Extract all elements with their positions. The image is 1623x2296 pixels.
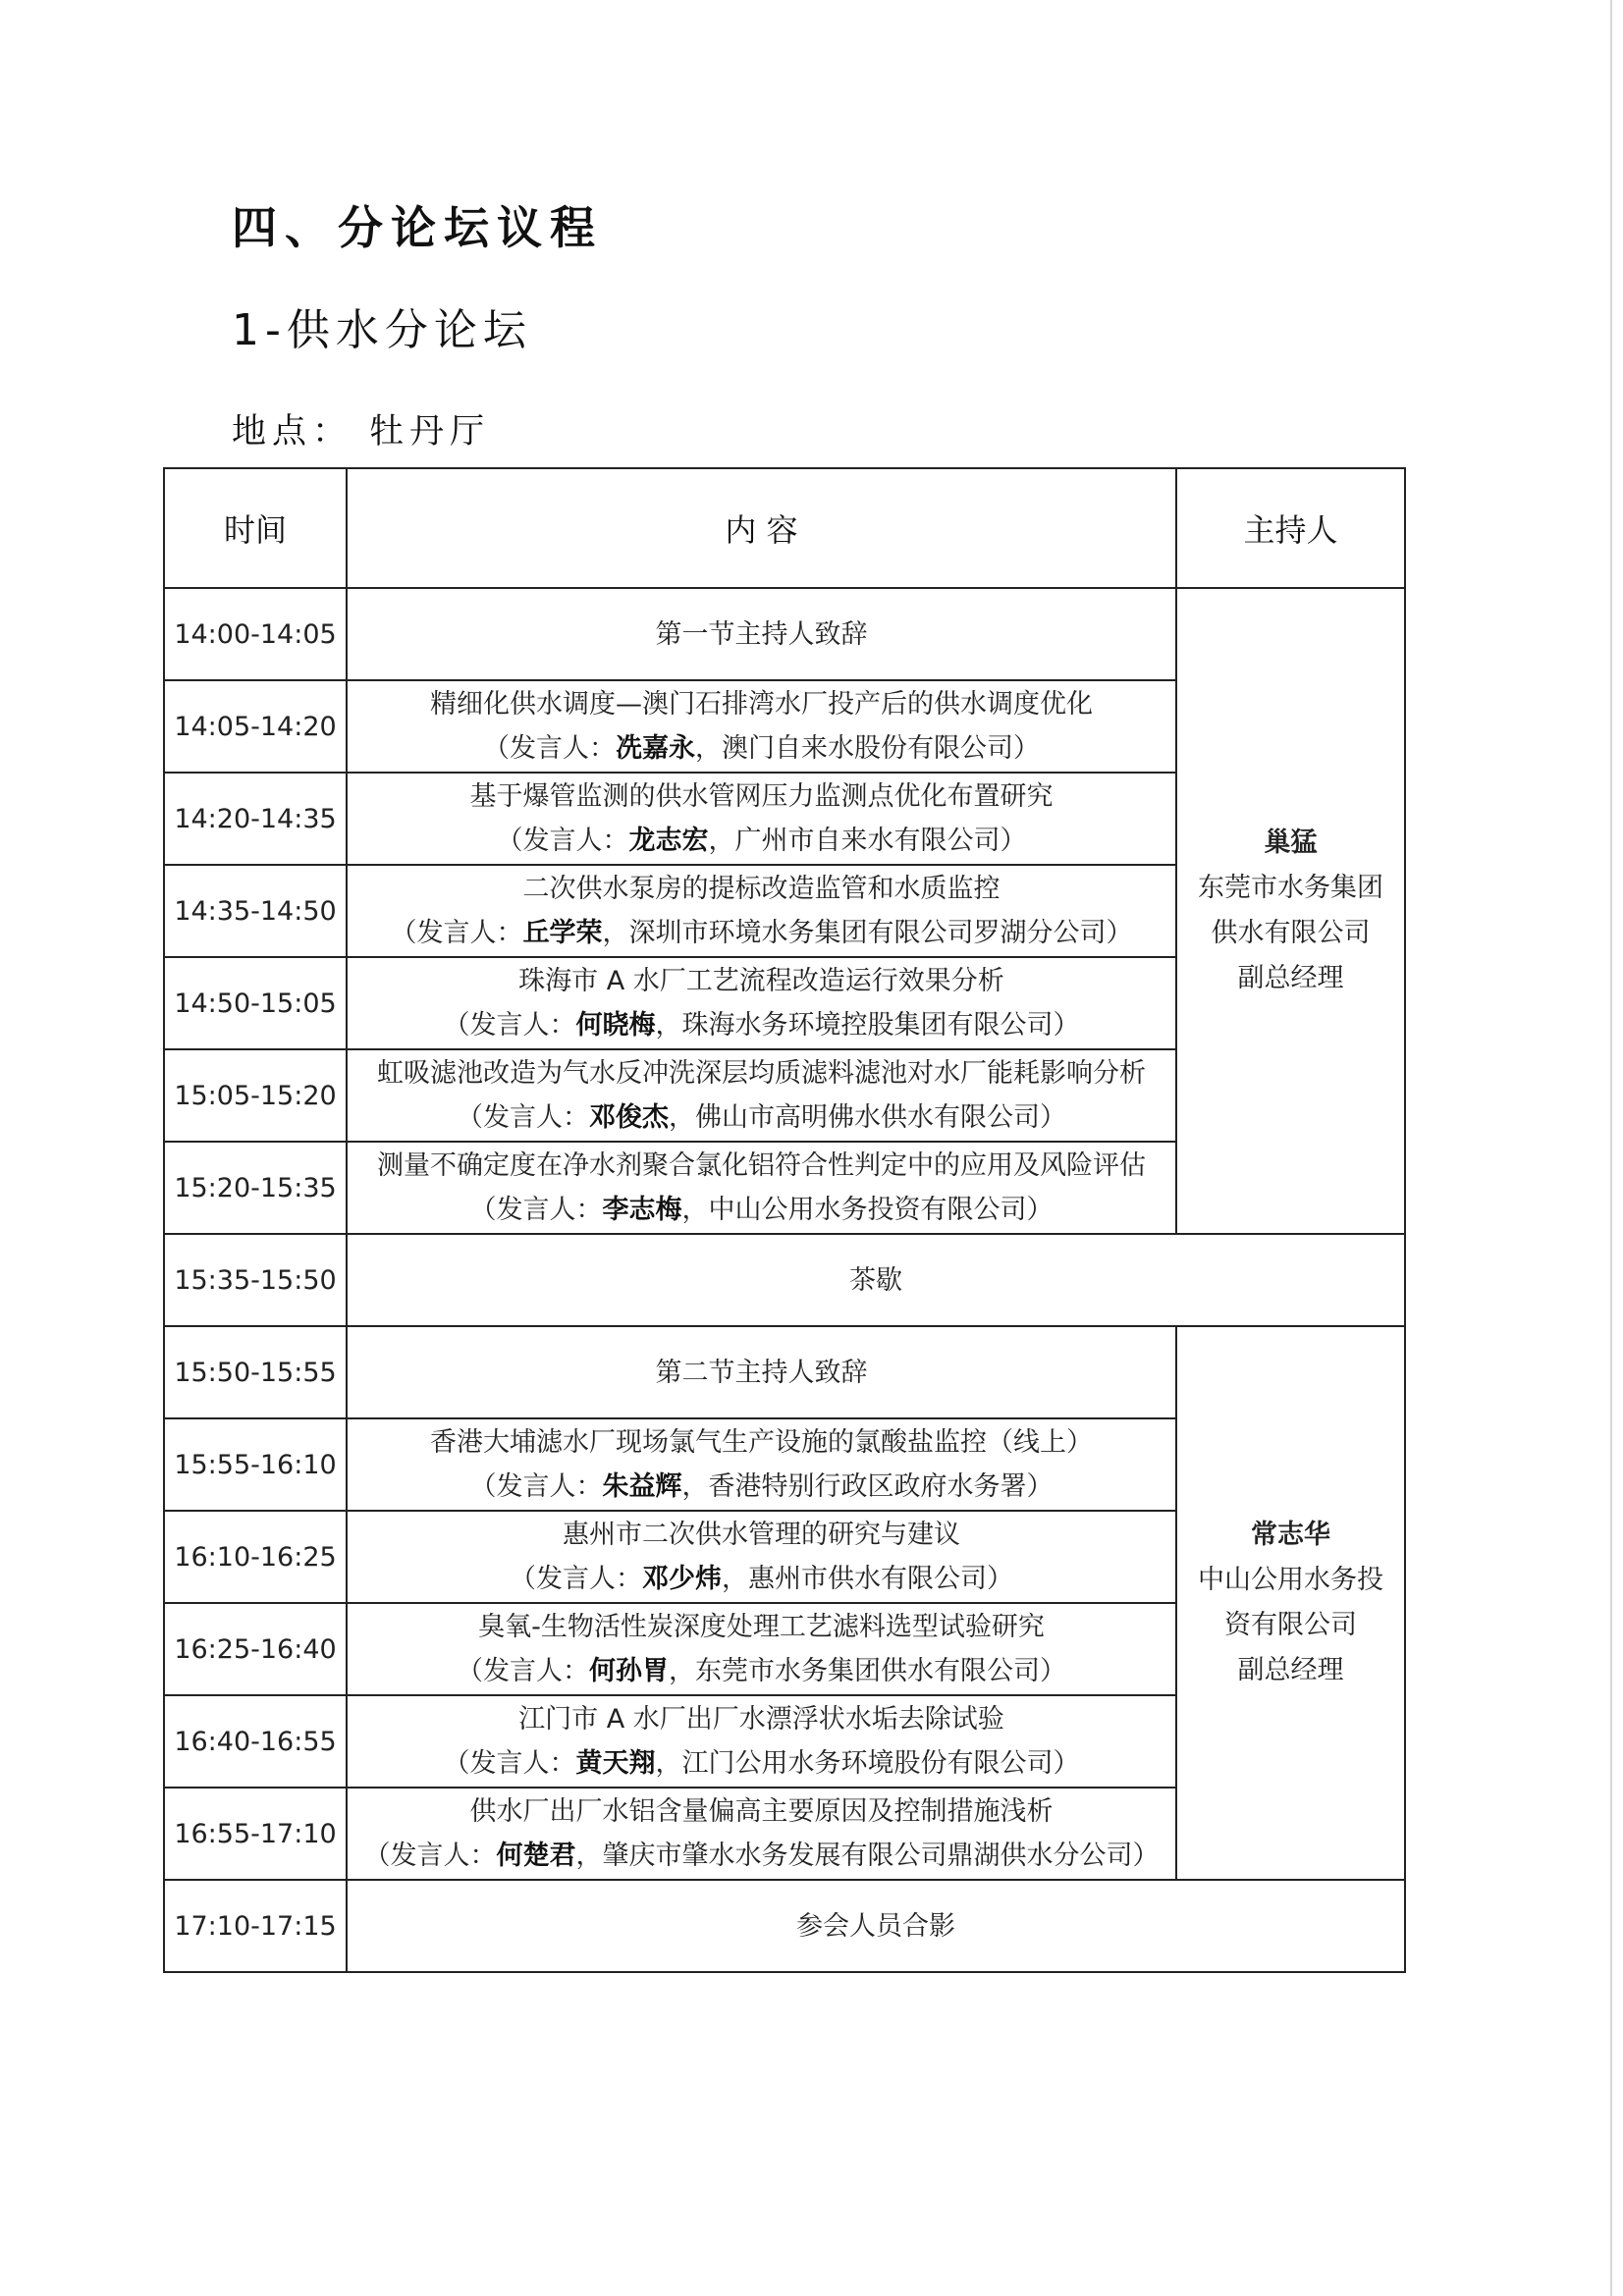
host-name: 巢猛 [1264,828,1318,858]
speaker-prefix: （发言人： [510,1564,642,1594]
speaker-line [348,1003,1175,1047]
talk-topic: 臭氧-生物活性炭深度处理工艺滤料选型试验研究 [478,1612,1045,1642]
host-cell [1176,588,1405,1234]
content-cell [347,1418,1176,1511]
header-time: 时间 [164,468,347,588]
table-row [164,588,1405,680]
talk-topic: 二次供水泵房的提标改造监管和水质监控 [522,874,1001,904]
time-cell: 14:00-14:05 [164,588,347,680]
speaker-org: ，江门公用水务环境股份有限公司） [655,1748,1080,1779]
speaker-prefix: （发言人： [469,1195,603,1225]
time-cell: 14:05-14:20 [164,680,347,773]
time-cell: 17:10-17:15 [164,1880,347,1972]
speaker-org: ，佛山市高明佛水供水有限公司） [669,1102,1066,1133]
talk-topic: 精细化供水调度—澳门石排湾水厂投产后的供水调度优化 [430,689,1093,720]
speaker-org: ，东莞市水务集团供水有限公司） [669,1656,1066,1686]
speaker-line [348,1095,1175,1140]
talk-topic: 珠海市 A 水厂工艺流程改造运行效果分析 [518,966,1004,996]
content-cell [347,1788,1176,1880]
content-cell [347,773,1176,865]
talk-topic: 惠州市二次供水管理的研究与建议 [563,1520,960,1550]
time-cell: 16:55-17:10 [164,1788,347,1880]
speaker-line [348,819,1175,863]
header-content: 内 容 [347,468,1176,588]
speaker-name: 邓俊杰 [589,1102,669,1133]
host-affiliation-line: 中山公用水务投 [1198,1565,1383,1595]
time-cell: 15:05-15:20 [164,1049,347,1142]
speaker-org: ，肇庆市肇水水务发展有限公司鼎湖供水分公司） [575,1841,1160,1871]
content-cell [347,1049,1176,1142]
speaker-name: 朱益辉 [602,1471,682,1502]
time-cell: 16:25-16:40 [164,1603,347,1695]
speaker-line [348,1188,1175,1232]
speaker-org: ，广州市自来水有限公司） [708,826,1027,856]
speaker-name: 何孙胃 [589,1656,669,1686]
talk-topic: 虹吸滤池改造为气水反冲洗深层均质滤料滤池对水厂能耗影响分析 [377,1058,1146,1089]
table-row-closing [164,1880,1405,1972]
talk-topic: 测量不确定度在净水剂聚合氯化铝符合性判定中的应用及风险评估 [377,1150,1146,1181]
speaker-prefix: （发言人： [457,1656,589,1686]
speaker-name: 冼嘉永 [616,733,695,764]
host-affiliation-line: 副总经理 [1237,963,1344,993]
venue-label: 地点： 牡丹厅 [232,412,491,452]
speaker-line [348,1557,1175,1601]
speaker-prefix: （发言人： [483,733,616,764]
speaker-name: 龙志宏 [628,826,709,856]
time-cell: 15:55-16:10 [164,1418,347,1511]
speaker-line [348,1465,1175,1509]
speaker-org: ，珠海水务环境控股集团有限公司） [655,1010,1080,1041]
speaker-org: ，中山公用水务投资有限公司） [681,1195,1054,1225]
speaker-prefix: （发言人： [443,1010,576,1041]
host-affiliation-line: 副总经理 [1237,1655,1344,1685]
talk-topic: 基于爆管监测的供水管网压力监测点优化布置研究 [469,781,1054,812]
speaker-prefix: （发言人： [363,1841,497,1871]
host-cell [1176,1326,1405,1880]
speaker-line [348,1834,1175,1878]
content-cell: 参会人员合影 [347,1880,1405,1972]
speaker-org: ，深圳市环境水务集团有限公司罗湖分公司） [602,918,1133,948]
host-affiliation-line: 资有限公司 [1224,1610,1357,1640]
content-cell [347,865,1176,957]
speaker-name: 李志梅 [602,1195,682,1225]
speaker-prefix: （发言人： [457,1102,589,1133]
talk-topic: 香港大埔滤水厂现场氯气生产设施的氯酸盐监控（线上） [430,1427,1093,1458]
agenda-body [164,588,1405,1972]
time-cell: 14:50-15:05 [164,957,347,1049]
content-cell [347,957,1176,1049]
speaker-name: 黄天翔 [575,1748,656,1779]
content-cell: 第一节主持人致辞 [347,588,1176,680]
speaker-prefix: （发言人： [469,1471,603,1502]
host-affiliation-line: 供水有限公司 [1211,918,1371,948]
table-row [164,1326,1405,1418]
speaker-name: 何楚君 [496,1841,576,1871]
speaker-line [348,726,1175,771]
talk-topic: 江门市 A 水厂出厂水漂浮状水垢去除试验 [518,1704,1004,1735]
content-cell: 茶歇 [347,1234,1405,1326]
content-cell [347,1695,1176,1788]
content-cell [347,1603,1176,1695]
time-cell: 16:40-16:55 [164,1695,347,1788]
speaker-org: ，澳门自来水股份有限公司） [695,733,1040,764]
scan-edge-line [1610,0,1612,2296]
content-cell: 第二节主持人致辞 [347,1326,1176,1418]
speaker-name: 何晓梅 [575,1010,656,1041]
time-cell: 15:50-15:55 [164,1326,347,1418]
speaker-name: 邓少炜 [642,1564,722,1594]
table-row-break [164,1234,1405,1326]
speaker-line [348,1649,1175,1693]
content-cell [347,680,1176,773]
speaker-org: ，香港特别行政区政府水务署） [681,1471,1054,1502]
host-affiliation-line: 东莞市水务集团 [1198,873,1383,903]
agenda-table [163,467,1406,1973]
time-cell: 16:10-16:25 [164,1511,347,1603]
speaker-line [348,1741,1175,1786]
speaker-prefix: （发言人： [496,826,629,856]
speaker-org: ，惠州市供水有限公司） [722,1564,1013,1594]
speaker-prefix: （发言人： [390,918,523,948]
time-cell: 15:35-15:50 [164,1234,347,1326]
speaker-name: 丘学荣 [522,918,603,948]
speaker-prefix: （发言人： [443,1748,576,1779]
speaker-line [348,911,1175,955]
table-header-row [164,468,1405,588]
talk-topic: 供水厂出厂水铝含量偏高主要原因及控制措施浅析 [469,1796,1054,1827]
header-host: 主持人 [1176,468,1405,588]
host-name: 常志华 [1251,1520,1330,1550]
forum-title: 1-供水分论坛 [232,305,532,355]
section-title: 四、分论坛议程 [232,201,603,254]
content-cell [347,1511,1176,1603]
time-cell: 14:20-14:35 [164,773,347,865]
time-cell: 14:35-14:50 [164,865,347,957]
time-cell: 15:20-15:35 [164,1142,347,1234]
content-cell [347,1142,1176,1234]
